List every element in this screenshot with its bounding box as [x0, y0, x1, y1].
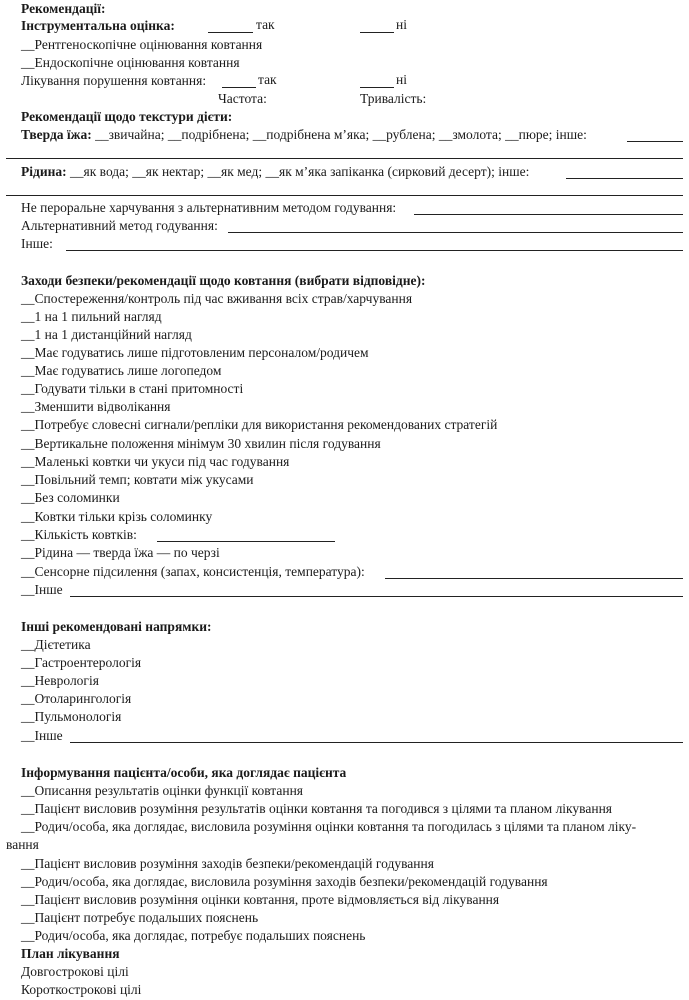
texture-other-label: Інше:	[21, 236, 53, 251]
item-label: Потребує словесні сигнали/репліки для використання рекомендованих стратегій	[34, 417, 498, 432]
checklist-item[interactable]: __Сенсорне підсилення (запах, консистенція, температура):	[21, 564, 365, 579]
item-continuation	[6, 836, 683, 854]
checklist-item[interactable]: __Родич/особа, яка доглядає, висловила розуміння заходів безпеки/рекомендацій годування	[21, 874, 548, 889]
checklist-item[interactable]: __Зменшити відволікання	[21, 399, 171, 414]
texture-heading: Рекомендації щодо текстури дієти:	[21, 109, 233, 124]
solid-option[interactable]: подрібнена м’яка;	[266, 127, 370, 142]
non-oral-label: Не пероральне харчування з альтернативним методом годування:	[21, 200, 397, 215]
checklist-item[interactable]: __Має годуватись лише логопедом	[21, 363, 222, 378]
checklist-item[interactable]: __Кількість ковтків:	[21, 527, 137, 542]
item-label: Неврологія	[34, 673, 99, 688]
treatment-row	[21, 72, 683, 90]
checklist-item[interactable]: __Пацієнт потребує подальших пояснень	[21, 910, 259, 925]
checklist-item[interactable]: __Рентгеноскопічне оцінювання ковтання	[21, 37, 263, 52]
treatment-yes-blank[interactable]	[222, 75, 256, 88]
item-label: Пацієнт висловив розуміння оцінки ковтання, проте відмовляється від лікування	[34, 892, 500, 907]
item-label: Ендоскопічне оцінювання ковтання	[34, 55, 240, 70]
treatment-yes-label: так	[258, 72, 277, 87]
checklist-item[interactable]: __Дієтетика	[21, 637, 91, 652]
checklist-item[interactable]: __Потребує словесні сигнали/репліки для використання рекомендованих стратегій	[21, 417, 498, 432]
checklist-item[interactable]: __Пацієнт висловив розуміння результатів оцінки ковтання та погодився з цілями та планом лікування	[21, 801, 613, 816]
checklist-item[interactable]: __Пацієнт висловив розуміння заходів безпеки/рекомендацій годування	[21, 856, 434, 871]
item-label: Маленькі ковтки чи укуси під час годування	[34, 454, 290, 469]
item-label: Пацієнт потребує подальших пояснень	[34, 910, 259, 925]
solid-option[interactable]: рублена;	[386, 127, 436, 142]
checklist-item[interactable]: __Неврологія	[21, 673, 99, 688]
short-term-goals: Короткострокові цілі	[21, 982, 142, 997]
item-label: Рентгеноскопічне оцінювання ковтання	[34, 37, 263, 52]
instrumental-label: Інструментальна оцінка:	[21, 18, 175, 33]
solid-option[interactable]: подрібнена;	[181, 127, 250, 142]
safety-heading: Заходи безпеки/рекомендації щодо ковтання (вибрати відповідне):	[21, 273, 426, 288]
item-label: Рідина — тверда їжа — по черзі	[34, 545, 220, 560]
texture-other-blank[interactable]	[66, 250, 683, 251]
item-label: Спостереження/контроль під час вживання всіх страв/харчування	[34, 291, 413, 306]
checklist-item[interactable]: __Пульмонологія	[21, 709, 122, 724]
checklist-item[interactable]: __Інше	[21, 728, 63, 743]
item-label: Отоларингологія	[34, 691, 132, 706]
non-oral-blank[interactable]	[414, 214, 683, 215]
checklist-item[interactable]: __Ендоскопічне оцінювання ковтання	[21, 55, 240, 70]
item-label: Без соломинки	[34, 490, 120, 505]
item-label: Інше	[34, 582, 63, 597]
liquid-option[interactable]: як мед;	[220, 164, 263, 179]
plan-heading: План лікування	[21, 946, 120, 961]
checklist-item[interactable]: __Без соломинки	[21, 490, 120, 505]
sensory-blank[interactable]	[385, 578, 683, 579]
item-label: Сенсорне підсилення (запах, консистенція, температура):	[34, 564, 365, 579]
instrumental-yes-label: так	[256, 17, 275, 32]
solid-food-row: Тверда їжа: __звичайна; __подрібнена; __подрібнена м’яка; __рублена; __змолота; __пюре; інше:	[21, 127, 587, 142]
liquid-row: Рідина: __як вода; __як нектар; __як мед; __як м’яка запіканка (сирковий десерт); інше:	[21, 164, 530, 179]
duration-label: Тривалість:	[360, 91, 427, 106]
liquid-label: Рідина:	[21, 164, 67, 179]
item-label: Пацієнт висловив розуміння результатів оцінки ковтання та погодився з цілями та планом лікування	[34, 801, 613, 816]
item-label: 1 на 1 дистанційний нагляд	[34, 327, 192, 342]
item-label: Дієтетика	[34, 637, 91, 652]
instrumental-no-label: ні	[396, 17, 407, 32]
item-label: Родич/особа, яка доглядає, висловила розуміння заходів безпеки/рекомендацій годування	[34, 874, 548, 889]
safety-other-blank[interactable]	[70, 596, 683, 597]
checklist-item[interactable]: __Ковтки тільки крізь соломинку	[21, 509, 213, 524]
item-label: Годувати тільки в стані притомності	[34, 381, 244, 396]
treatment-no-label: ні	[396, 72, 407, 87]
checklist-item[interactable]: __Має годуватись лише підготовленим персоналом/родичем	[21, 345, 369, 360]
checklist-item[interactable]: __Родич/особа, яка доглядає, висловила розуміння оцінки ковтання та погодилась з цілями та планом ліку-	[21, 819, 637, 834]
item-label: Родич/особа, яка доглядає, висловила розуміння оцінки ковтання та погодилась з цілями та планом ліку-	[34, 819, 637, 834]
solid-other-blank[interactable]	[627, 141, 683, 142]
checklist-item[interactable]: __Пацієнт висловив розуміння оцінки ковтання, проте відмовляється від лікування	[21, 892, 500, 907]
item-label: Інше	[34, 728, 63, 743]
checklist-item[interactable]: __Описання результатів оцінки функції ковтання	[21, 783, 304, 798]
item-label: Вертикальне положення мінімум 30 хвилин після годування	[34, 436, 381, 451]
frequency-label: Частота:	[218, 91, 267, 106]
treatment-label: Лікування порушення ковтання:	[21, 73, 207, 88]
sips-count-blank[interactable]	[157, 541, 335, 542]
checklist-item[interactable]: __Вертикальне положення мінімум 30 хвилин після годування	[21, 436, 381, 451]
checklist-item[interactable]: __Маленькі ковтки чи укуси під час годування	[21, 454, 290, 469]
item-label: Гастроентерологія	[34, 655, 142, 670]
solid-label: Тверда їжа:	[21, 127, 92, 142]
checklist-item[interactable]: __1 на 1 пильний нагляд	[21, 309, 162, 324]
liquid-option[interactable]: як нектар;	[145, 164, 205, 179]
liquid-option[interactable]: як м’яка запіканка (сирковий десерт); інше:	[278, 164, 530, 179]
checklist-item[interactable]: __Інше	[21, 582, 63, 597]
item-label: Зменшити відволікання	[34, 399, 171, 414]
item-label: Пацієнт висловив розуміння заходів безпеки/рекомендацій годування	[34, 856, 434, 871]
solid-option[interactable]: змолота;	[452, 127, 502, 142]
solid-option[interactable]: пюре;	[518, 127, 553, 142]
instrumental-row	[21, 17, 683, 35]
item-label: Описання результатів оцінки функції ковтання	[34, 783, 304, 798]
item-label: Має годуватись лише підготовленим персоналом/родичем	[34, 345, 369, 360]
item-label: Ковтки тільки крізь соломинку	[34, 509, 213, 524]
checklist-item[interactable]: __Родич/особа, яка доглядає, потребує подальших пояснень	[21, 928, 366, 943]
checklist-item[interactable]: __Годувати тільки в стані притомності	[21, 381, 244, 396]
checklist-item[interactable]: __Отоларингологія	[21, 691, 132, 706]
instrumental-no-blank[interactable]	[360, 20, 394, 33]
item-label: Має годуватись лише логопедом	[34, 363, 222, 378]
liquid-other-blank[interactable]	[566, 178, 683, 179]
long-term-goals: Довгострокові цілі	[21, 964, 129, 979]
solid-option[interactable]: звичайна;	[108, 127, 165, 142]
item-label: Пульмонологія	[34, 709, 122, 724]
recommendations-heading: Рекомендації:	[21, 1, 106, 16]
treatment-no-blank[interactable]	[360, 75, 394, 88]
checklist-item[interactable]: __Повільний темп; ковтати між укусами	[21, 472, 254, 487]
checklist-item[interactable]: __Спостереження/контроль під час вживання всіх страв/харчування	[21, 291, 413, 306]
blank-line[interactable]	[6, 195, 683, 196]
blank-line[interactable]	[6, 158, 683, 159]
checklist-item[interactable]: __Рідина — тверда їжа — по черзі	[21, 545, 220, 560]
alt-method-label: Альтернативний метод годування:	[21, 218, 218, 233]
referrals-heading: Інші рекомендовані напрямки:	[21, 619, 212, 634]
solid-option-other: інше:	[555, 127, 587, 142]
liquid-option[interactable]: як вода;	[83, 164, 129, 179]
instrumental-yes-blank[interactable]	[208, 20, 253, 33]
item-label: Повільний темп; ковтати між укусами	[34, 472, 254, 487]
item-label: вання	[6, 837, 39, 852]
checklist-item[interactable]: __Гастроентерологія	[21, 655, 142, 670]
informing-heading: Інформування пацієнта/особи, яка доглядає пацієнта	[21, 765, 347, 780]
item-label: Родич/особа, яка доглядає, потребує подальших пояснень	[34, 928, 366, 943]
checklist-item[interactable]: __1 на 1 дистанційний нагляд	[21, 327, 192, 342]
referrals-other-blank[interactable]	[70, 742, 683, 743]
item-label: 1 на 1 пильний нагляд	[34, 309, 162, 324]
alt-method-blank[interactable]	[228, 232, 683, 233]
item-label: Кількість ковтків:	[34, 527, 137, 542]
